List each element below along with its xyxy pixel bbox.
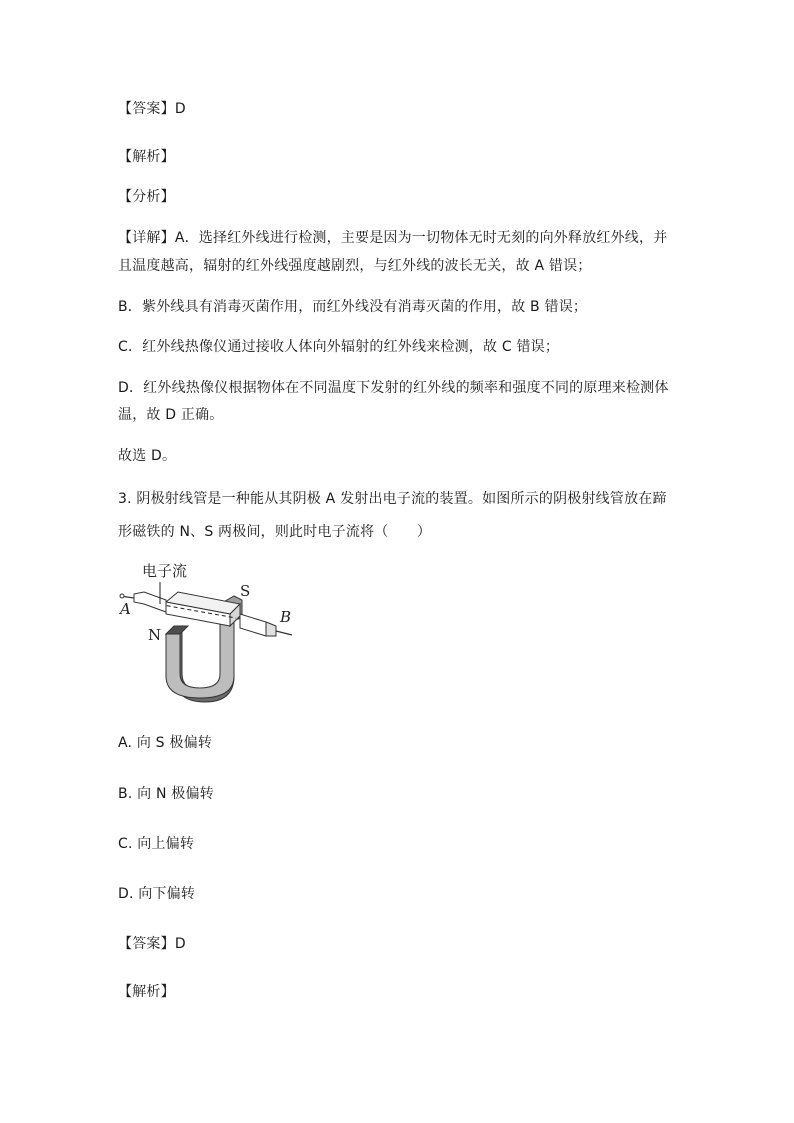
cathode-ray-tube-figure bbox=[116, 556, 306, 706]
detail-label: 【详解】 bbox=[118, 230, 175, 246]
detail-line-a2: 且温度越高，辐射的红外线强度越剧烈，与红外线的波长无关，故 A 错误； bbox=[118, 258, 592, 274]
detail-line-d2: 温，故 D 正确。 bbox=[118, 407, 224, 423]
label-electron-flow: 电子流 bbox=[142, 562, 188, 580]
detail-line-b: B．紫外线具有消毒灭菌作用，而红外线没有消毒灭菌的作用，故 B 错误； bbox=[118, 299, 588, 315]
answer-value: D bbox=[174, 101, 186, 117]
detail-line-c: C．红外线热像仪通过接收人体向外辐射的红外线来检测，故 C 错误； bbox=[118, 339, 560, 355]
label-s-pole: S bbox=[240, 582, 251, 600]
label-cathode-a: A bbox=[120, 600, 131, 618]
detail-a1-text: A．选择红外线进行检测，主要是因为一切物体无时无刻的向外释放红外线，并 bbox=[174, 230, 668, 246]
label-anode-b: B bbox=[280, 608, 292, 626]
analysis-label-2: 【解析】 bbox=[118, 984, 175, 1000]
option-d: D. 向下偏转 bbox=[118, 886, 196, 902]
question3-line-2: 形磁铁的 N、S 两极间，则此时电子流将（ ） bbox=[118, 524, 432, 540]
magnet-n-pole-top bbox=[166, 626, 188, 634]
answer-line-2 bbox=[118, 935, 186, 953]
answer-line-1 bbox=[118, 100, 186, 118]
detail-line-a1 bbox=[118, 229, 667, 247]
option-b: B. 向 N 极偏转 bbox=[118, 786, 214, 802]
answer-value-2: D bbox=[174, 936, 186, 952]
cathode-terminal bbox=[120, 594, 124, 598]
anode-wire bbox=[276, 631, 292, 635]
option-a: A. 向 S 极偏转 bbox=[118, 735, 213, 751]
answer-label-2: 【答案】 bbox=[118, 936, 175, 952]
anode-cap bbox=[266, 622, 276, 636]
analysis-label-1: 【解析】 bbox=[118, 149, 175, 165]
label-n-pole: N bbox=[148, 626, 162, 644]
fenxi-label: 【分析】 bbox=[118, 189, 175, 205]
detail-line-d1: D．红外线热像仪根据物体在不同温度下发射的红外线的频率和强度不同的原理来检测体 bbox=[118, 380, 669, 396]
conclusion-line: 故选 D。 bbox=[118, 448, 177, 464]
question3-line-1: 3. 阴极射线管是一种能从其阴极 A 发射出电子流的装置。如图所示的阴极射线管放在蹄 bbox=[118, 491, 667, 507]
answer-label: 【答案】 bbox=[118, 101, 175, 117]
cathode-neck bbox=[134, 592, 166, 612]
option-c: C. 向上偏转 bbox=[118, 836, 195, 852]
